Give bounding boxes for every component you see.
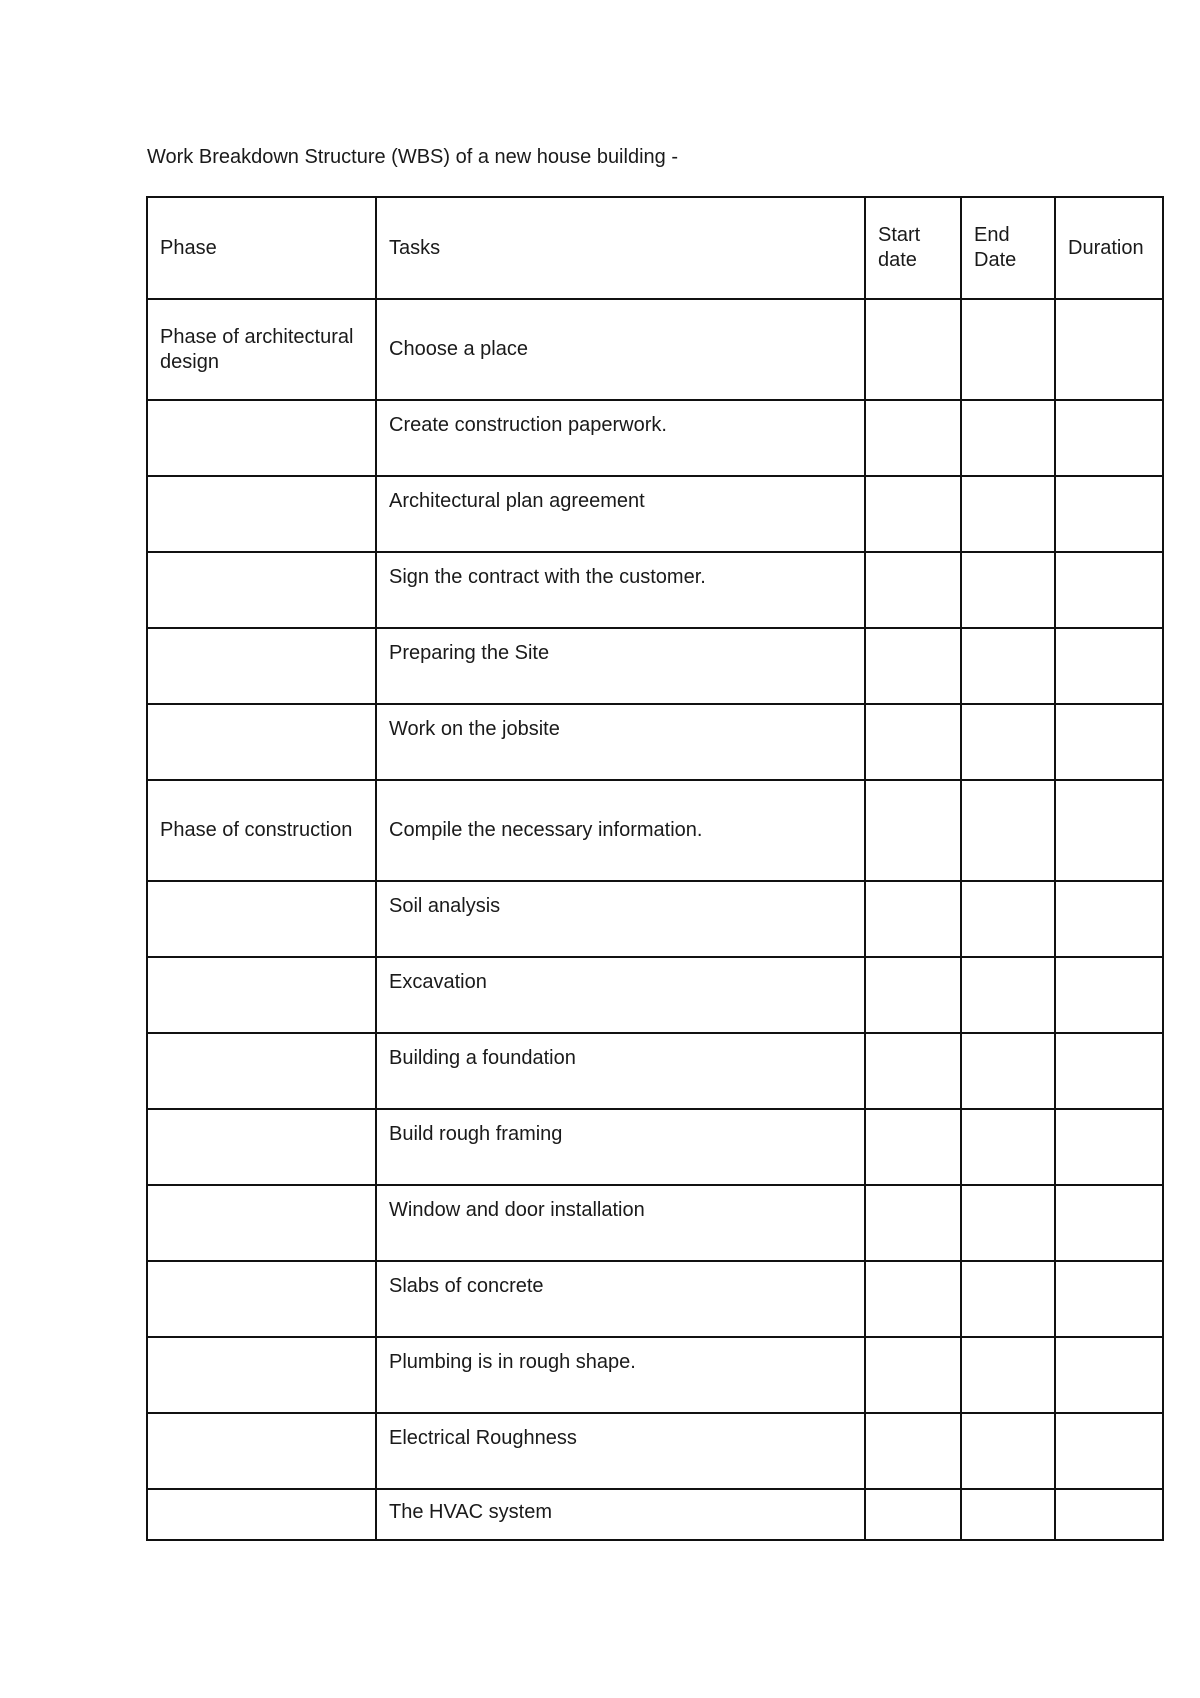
phase-cell — [147, 704, 376, 780]
phase-cell — [147, 1337, 376, 1413]
duration-cell — [1055, 1109, 1163, 1185]
end-date-cell — [961, 1185, 1055, 1261]
end-date-cell — [961, 552, 1055, 628]
duration-cell — [1055, 299, 1163, 400]
task-cell — [376, 1489, 865, 1540]
table-row — [147, 400, 1163, 476]
start-date-cell — [865, 1337, 961, 1413]
start-date-cell — [865, 628, 961, 704]
task-cell-text: Excavation — [389, 971, 487, 993]
table-row — [147, 1109, 1163, 1185]
start-date-cell — [865, 1185, 961, 1261]
end-date-cell — [961, 400, 1055, 476]
task-cell-text: The HVAC system — [389, 1501, 552, 1523]
start-date-cell — [865, 1109, 961, 1185]
start-date-cell — [865, 1033, 961, 1109]
table-row — [147, 1413, 1163, 1489]
table-row — [147, 881, 1163, 957]
table-row — [147, 552, 1163, 628]
phase-cell — [147, 957, 376, 1033]
task-cell — [376, 704, 865, 780]
table-row — [147, 1337, 1163, 1413]
duration-cell — [1055, 1413, 1163, 1489]
end-date-cell — [961, 1489, 1055, 1540]
end-date-cell — [961, 299, 1055, 400]
duration-cell — [1055, 476, 1163, 552]
start-date-cell — [865, 400, 961, 476]
task-cell — [376, 1033, 865, 1109]
duration-cell — [1055, 1337, 1163, 1413]
end-date-cell — [961, 1261, 1055, 1337]
table-row — [147, 476, 1163, 552]
task-cell-text: Electrical Roughness — [389, 1427, 577, 1449]
start-date-cell — [865, 1489, 961, 1540]
task-cell-text: Build rough framing — [389, 1123, 563, 1145]
table-row — [147, 299, 1163, 400]
phase-cell — [147, 628, 376, 704]
phase-cell-text: Phase of construction — [160, 819, 353, 841]
header-phase: Phase — [147, 197, 376, 299]
duration-cell — [1055, 881, 1163, 957]
phase-cell — [147, 1033, 376, 1109]
task-cell-text: Preparing the Site — [389, 642, 550, 664]
task-cell-text: Sign the contract with the customer. — [389, 566, 706, 588]
start-date-cell — [865, 1413, 961, 1489]
task-cell-text: Building a foundation — [389, 1047, 576, 1069]
task-cell — [376, 1109, 865, 1185]
table-row — [147, 1261, 1163, 1337]
task-cell-text: Plumbing is in rough shape. — [389, 1351, 636, 1373]
wbs-table — [146, 196, 1164, 1541]
phase-cell — [147, 476, 376, 552]
end-date-cell — [961, 1413, 1055, 1489]
phase-cell — [147, 1489, 376, 1540]
task-cell — [376, 957, 865, 1033]
task-cell — [376, 299, 865, 400]
start-date-cell — [865, 704, 961, 780]
task-cell — [376, 400, 865, 476]
task-cell-text: Create construction paperwork. — [389, 414, 667, 436]
task-cell — [376, 1337, 865, 1413]
duration-cell — [1055, 780, 1163, 881]
end-date-cell — [961, 881, 1055, 957]
duration-cell — [1055, 957, 1163, 1033]
phase-cell — [147, 1109, 376, 1185]
phase-cell — [147, 1261, 376, 1337]
table-row — [147, 780, 1163, 881]
end-date-cell — [961, 1033, 1055, 1109]
table-row — [147, 704, 1163, 780]
table-header-row — [147, 197, 1163, 299]
table-row — [147, 1185, 1163, 1261]
task-cell — [376, 1261, 865, 1337]
end-date-cell — [961, 1337, 1055, 1413]
header-duration: Duration — [1055, 197, 1163, 299]
task-cell-text: Compile the necessary information. — [389, 819, 703, 841]
end-date-cell — [961, 1109, 1055, 1185]
task-cell — [376, 1185, 865, 1261]
task-cell-text: Window and door installation — [389, 1199, 645, 1221]
task-cell-text: Work on the jobsite — [389, 718, 560, 740]
document-title: Work Breakdown Structure (WBS) of a new house building - — [147, 146, 678, 168]
table-row — [147, 1489, 1163, 1540]
phase-cell — [147, 552, 376, 628]
start-date-cell — [865, 1261, 961, 1337]
phase-cell-text: Phase of architectural design — [160, 325, 354, 373]
table-row — [147, 628, 1163, 704]
duration-cell — [1055, 704, 1163, 780]
phase-cell — [147, 1185, 376, 1261]
duration-cell — [1055, 400, 1163, 476]
task-cell — [376, 552, 865, 628]
phase-cell — [147, 400, 376, 476]
task-cell — [376, 881, 865, 957]
task-cell — [376, 780, 865, 881]
phase-cell — [147, 881, 376, 957]
wbs-table-body — [147, 197, 1163, 1540]
start-date-cell — [865, 881, 961, 957]
end-date-cell — [961, 957, 1055, 1033]
end-date-cell — [961, 780, 1055, 881]
task-cell — [376, 1413, 865, 1489]
end-date-cell — [961, 476, 1055, 552]
duration-cell — [1055, 1489, 1163, 1540]
duration-cell — [1055, 1185, 1163, 1261]
header-start-date: Start date — [865, 197, 961, 299]
start-date-cell — [865, 552, 961, 628]
duration-cell — [1055, 628, 1163, 704]
table-row — [147, 1033, 1163, 1109]
phase-cell — [147, 780, 376, 881]
duration-cell — [1055, 552, 1163, 628]
start-date-cell — [865, 476, 961, 552]
task-cell-text: Choose a place — [389, 338, 528, 360]
task-cell-text: Slabs of concrete — [389, 1275, 544, 1297]
end-date-cell — [961, 704, 1055, 780]
header-tasks: Tasks — [376, 197, 865, 299]
task-cell — [376, 476, 865, 552]
start-date-cell — [865, 780, 961, 881]
start-date-cell — [865, 299, 961, 400]
duration-cell — [1055, 1261, 1163, 1337]
task-cell-text: Soil analysis — [389, 895, 501, 917]
end-date-cell — [961, 628, 1055, 704]
task-cell-text: Architectural plan agreement — [389, 490, 645, 512]
phase-cell — [147, 1413, 376, 1489]
table-row — [147, 957, 1163, 1033]
phase-cell — [147, 299, 376, 400]
task-cell — [376, 628, 865, 704]
header-end-date: End Date — [961, 197, 1055, 299]
start-date-cell — [865, 957, 961, 1033]
duration-cell — [1055, 1033, 1163, 1109]
